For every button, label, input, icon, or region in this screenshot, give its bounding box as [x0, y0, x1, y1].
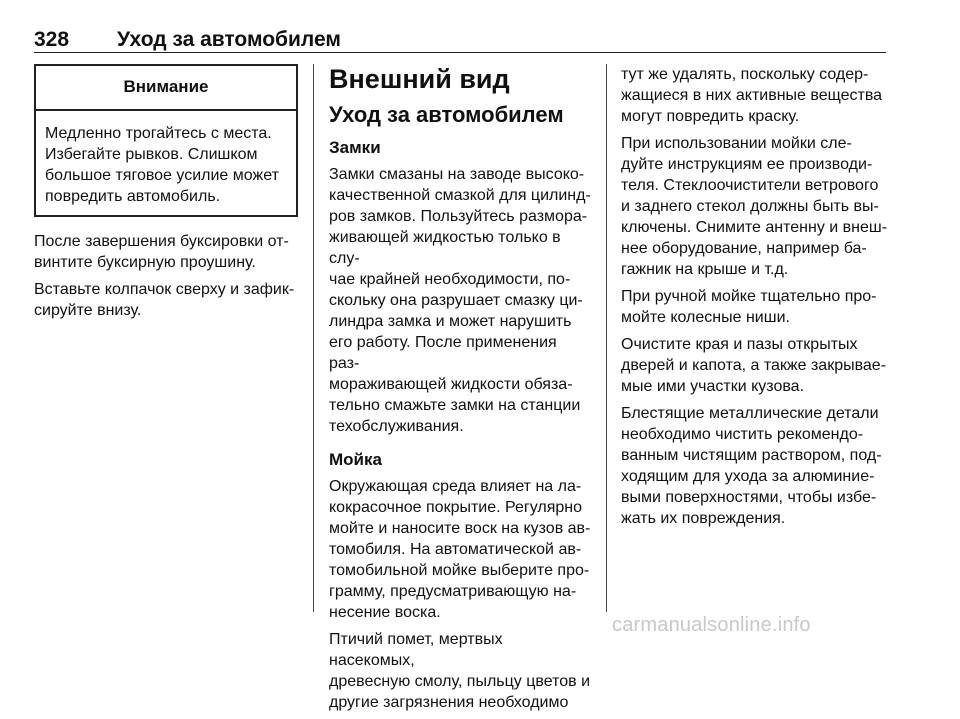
warning-title: Внимание	[36, 66, 296, 111]
locks-heading: Замки	[329, 138, 381, 157]
text-line: мойте колесные ниши.	[621, 309, 790, 326]
wash-heading: Мойка	[329, 450, 382, 469]
text-line: дуйте инструкциям ее производи-	[621, 156, 873, 173]
text-line: необходимо чистить рекомендо-	[621, 426, 864, 443]
warning-box	[34, 64, 298, 217]
text-line: теля. Стеклоочистители ветрового	[621, 177, 879, 194]
paragraph-insert-cap	[34, 279, 298, 321]
header-rule	[34, 52, 886, 53]
text-line: Замки смазаны на заводе высоко-	[329, 166, 585, 183]
text-line: мойте и наносите воск на кузов ав-	[329, 520, 591, 537]
middle-column	[329, 64, 591, 719]
text-line: гажник на крыше и т.д.	[621, 261, 789, 278]
column-divider-left	[313, 64, 314, 612]
left-column	[34, 64, 298, 327]
text-line: древесную смолу, пыльцу цветов и	[329, 673, 591, 690]
paragraph-clean-edges	[621, 334, 889, 397]
paragraph-locks	[329, 164, 591, 437]
text-line: нее оборудование, например ба-	[621, 240, 867, 257]
watermark: carmanualsonline.info	[612, 614, 811, 636]
warning-text	[36, 111, 296, 215]
text-line: скольку она разрушает смазку ци-	[329, 292, 583, 309]
text-line: его работу. После применения раз-	[329, 334, 557, 372]
text-line: Блестящие металлические детали	[621, 405, 879, 422]
paragraph-unscrew-eye	[34, 231, 298, 273]
text-line: могут повредить краску.	[621, 108, 800, 125]
right-column	[621, 64, 889, 535]
section-heading: Внешний вид	[329, 64, 510, 94]
text-line: тельно смажьте замки на станции	[329, 397, 581, 414]
text-line: Вставьте колпачок сверху и зафик-	[34, 281, 295, 298]
text-line: Очистите края и пазы открытых	[621, 336, 858, 353]
text-line: другие загрязнения необходимо	[329, 694, 569, 711]
text-line: жать их повреждения.	[621, 510, 786, 527]
text-line: несение воска.	[329, 604, 441, 621]
paragraph-metal-parts	[621, 403, 889, 529]
section-subheading: Уход за автомобилем	[329, 102, 564, 127]
text-line: При использовании мойки сле-	[621, 135, 852, 152]
text-line: Окружающая среда влияет на ла-	[329, 478, 582, 495]
text-line: томобильной мойке выберите про-	[329, 562, 590, 579]
warning-line: большое тяговое усилие может	[45, 167, 279, 184]
text-line: жащиеся в них активные вещества	[621, 87, 883, 104]
paragraph-hand-wash	[621, 286, 889, 328]
text-line: дверей и капота, а также закрывае-	[621, 357, 887, 374]
text-line: тут же удалять, поскольку содер-	[621, 66, 869, 83]
page-number: 328	[34, 28, 70, 51]
text-line: При ручной мойке тщательно про-	[621, 288, 877, 305]
paragraph-remove-immediately	[621, 64, 889, 127]
text-line: винтите буксирную проушину.	[34, 254, 256, 271]
warning-line: Избегайте рывков. Слишком	[45, 146, 258, 163]
page-header	[34, 28, 886, 52]
warning-line: Медленно трогайтесь с места.	[45, 125, 272, 142]
text-line: кокрасочное покрытие. Регулярно	[329, 499, 583, 516]
text-line: ров замков. Пользуйтесь размора-	[329, 208, 588, 225]
text-line: мораживающей жидкости обяза-	[329, 376, 573, 393]
text-line: качественной смазкой для цилинд-	[329, 187, 591, 204]
text-line: После завершения буксировки от-	[34, 233, 289, 250]
text-line: линдра замка и может нарушить	[329, 313, 572, 330]
text-line: томобиля. На автоматической ав-	[329, 541, 582, 558]
column-divider-right	[606, 64, 607, 612]
warning-line: повредить автомобиль.	[45, 188, 221, 205]
text-line: ходящим для ухода за алюминие-	[621, 468, 875, 485]
text-line: и заднего стекол должны быть вы-	[621, 198, 879, 215]
paragraph-wash-environment	[329, 476, 591, 623]
text-line: ванным чистящим раствором, под-	[621, 447, 882, 464]
text-line: Птичий помет, мертвых насекомых,	[329, 631, 503, 669]
paragraph-car-wash-instructions	[621, 133, 889, 280]
text-line: техобслуживания.	[329, 418, 464, 435]
text-line: чае крайней необходимости, по-	[329, 271, 571, 288]
text-line: живающей жидкостью только в слу-	[329, 229, 561, 267]
running-title: Уход за автомобилем	[117, 28, 341, 51]
text-line: выми поверхностями, чтобы избе-	[621, 489, 877, 506]
text-line: мые ими участки кузова.	[621, 378, 805, 395]
text-line: грамму, предусматривающую на-	[329, 583, 577, 600]
text-line: сируйте внизу.	[34, 302, 142, 319]
text-line: ключены. Снимите антенну и внеш-	[621, 219, 888, 236]
